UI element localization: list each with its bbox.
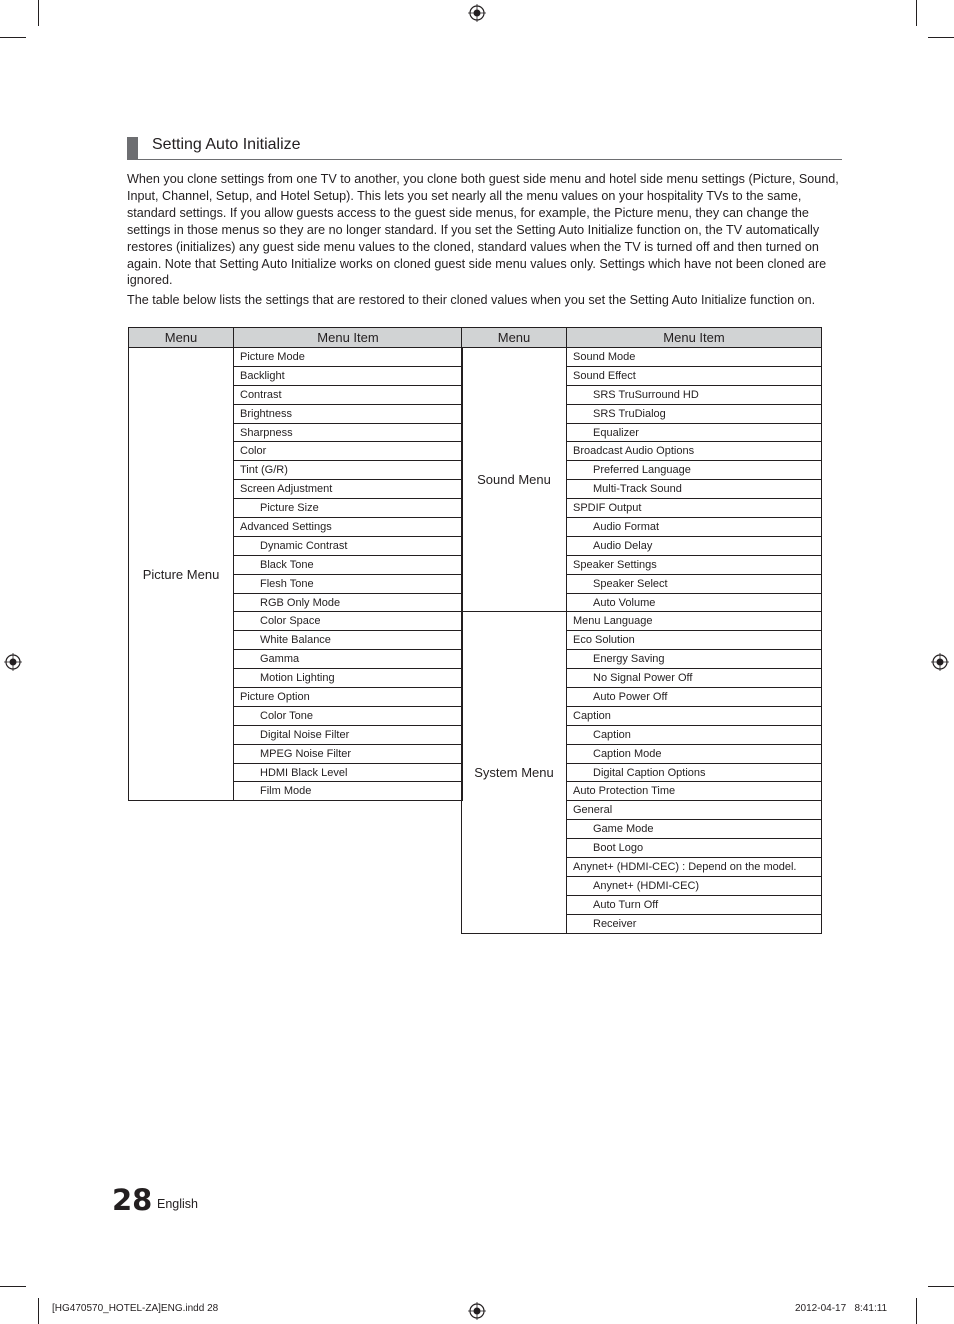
menu-item-cell: Anynet+ (HDMI-CEC) bbox=[567, 876, 822, 895]
menu-item-cell: Sharpness bbox=[234, 423, 463, 442]
crop-mark bbox=[916, 0, 917, 26]
menu-item-cell: Color bbox=[234, 442, 463, 461]
file-slug: [HG470570_HOTEL-ZA]ENG.indd 28 bbox=[52, 1303, 219, 1314]
menu-item-cell: Equalizer bbox=[567, 423, 822, 442]
menu-item-cell: Game Mode bbox=[567, 820, 822, 839]
menu-item-cell: Broadcast Audio Options bbox=[567, 442, 822, 461]
menu-item-cell: Menu Language bbox=[567, 612, 822, 631]
menu-item-cell: Auto Protection Time bbox=[567, 782, 822, 801]
menu-group-label: System Menu bbox=[462, 612, 567, 933]
menu-item-cell: Gamma bbox=[234, 650, 463, 669]
menu-item-cell: Energy Saving bbox=[567, 650, 822, 669]
intro-paragraph: When you clone settings from one TV to another, you clone both guest side menu and hotel side menu settings (Picture, Sound, Input, Channel, Setup, and Hotel Setup). This lets you set nearly all the menu values on your hospitality TVs to the same, standard settings. If you allow guests access to the guest side menus, for example, the Picture menu, they can change the settings in those menus so they are no longer standard. If you set the Setting Auto Initialize function on, the TV automatically restores (initializes) any guest side menu values to the cloned, standard values when the TV is turned off and then turned on again. Note that Setting Auto Initialize works on cloned guest side menu values only. Settings which have not been cloned are ignored. bbox=[127, 172, 839, 288]
menu-group-label: Picture Menu bbox=[129, 348, 234, 801]
column-header-menu: Menu bbox=[462, 328, 567, 348]
menu-item-cell: SRS TruSurround HD bbox=[567, 385, 822, 404]
menu-item-cell: Audio Format bbox=[567, 518, 822, 537]
menu-item-cell: Speaker Select bbox=[567, 574, 822, 593]
column-header-menu-item: Menu Item bbox=[234, 328, 463, 348]
registration-mark-icon bbox=[4, 653, 22, 671]
crop-mark bbox=[0, 37, 26, 38]
menu-item-cell: Film Mode bbox=[234, 782, 463, 801]
table-row bbox=[462, 612, 822, 631]
menu-item-cell: Tint (G/R) bbox=[234, 461, 463, 480]
menu-item-cell: Black Tone bbox=[234, 555, 463, 574]
menu-item-cell: White Balance bbox=[234, 631, 463, 650]
section-divider bbox=[127, 159, 842, 160]
menu-item-cell: Flesh Tone bbox=[234, 574, 463, 593]
menu-item-cell: Speaker Settings bbox=[567, 555, 822, 574]
menu-item-cell: SRS TruDialog bbox=[567, 404, 822, 423]
menu-item-cell: MPEG Noise Filter bbox=[234, 744, 463, 763]
column-header-menu: Menu bbox=[129, 328, 234, 348]
menu-item-cell: Dynamic Contrast bbox=[234, 536, 463, 555]
menu-item-cell: Preferred Language bbox=[567, 461, 822, 480]
menu-item-cell: Auto Volume bbox=[567, 593, 822, 612]
section-title: Setting Auto Initialize bbox=[152, 136, 301, 153]
picture-menu-table bbox=[128, 327, 463, 801]
menu-item-cell: HDMI Black Level bbox=[234, 763, 463, 782]
page-number: 28 bbox=[112, 1183, 153, 1217]
menu-item-cell: Eco Solution bbox=[567, 631, 822, 650]
menu-item-cell: Caption bbox=[567, 725, 822, 744]
menu-item-cell: Receiver bbox=[567, 914, 822, 933]
menu-item-cell: Sound Effect bbox=[567, 366, 822, 385]
table-row bbox=[462, 348, 822, 367]
menu-item-cell: Digital Noise Filter bbox=[234, 725, 463, 744]
menu-item-cell: Multi-Track Sound bbox=[567, 480, 822, 499]
crop-mark bbox=[928, 1286, 954, 1287]
registration-mark-icon bbox=[468, 4, 486, 22]
menu-item-cell: RGB Only Mode bbox=[234, 593, 463, 612]
section-marker bbox=[127, 137, 138, 160]
menu-item-cell: Anynet+ (HDMI-CEC) : Depend on the model. bbox=[567, 858, 822, 877]
crop-mark bbox=[38, 1298, 39, 1324]
menu-item-cell: Digital Caption Options bbox=[567, 763, 822, 782]
menu-item-cell: Brightness bbox=[234, 404, 463, 423]
sound-system-menu-table bbox=[461, 327, 822, 934]
menu-item-cell: Motion Lighting bbox=[234, 669, 463, 688]
crop-mark bbox=[916, 1298, 917, 1324]
menu-item-cell: Auto Power Off bbox=[567, 688, 822, 707]
crop-mark bbox=[928, 37, 954, 38]
page-language: English bbox=[157, 1197, 198, 1211]
menu-item-cell: Caption Mode bbox=[567, 744, 822, 763]
menu-item-cell: Contrast bbox=[234, 385, 463, 404]
menu-item-cell: Color Space bbox=[234, 612, 463, 631]
menu-item-cell: Picture Mode bbox=[234, 348, 463, 367]
menu-item-cell: Picture Size bbox=[234, 499, 463, 518]
menu-item-cell: Auto Turn Off bbox=[567, 895, 822, 914]
table-row bbox=[129, 348, 463, 367]
registration-mark-icon bbox=[931, 653, 949, 671]
menu-item-cell: Picture Option bbox=[234, 688, 463, 707]
menu-item-cell: Sound Mode bbox=[567, 348, 822, 367]
date-slug: 2012-04-17 8:41:11 bbox=[795, 1303, 888, 1314]
menu-group-label: Sound Menu bbox=[462, 348, 567, 612]
column-header-menu-item: Menu Item bbox=[567, 328, 822, 348]
menu-item-cell: Caption bbox=[567, 706, 822, 725]
menu-item-cell: Audio Delay bbox=[567, 536, 822, 555]
menu-item-cell: Backlight bbox=[234, 366, 463, 385]
menu-item-cell: Screen Adjustment bbox=[234, 480, 463, 499]
menu-item-cell: Color Tone bbox=[234, 706, 463, 725]
menu-item-cell: No Signal Power Off bbox=[567, 669, 822, 688]
menu-item-cell: Boot Logo bbox=[567, 839, 822, 858]
menu-item-cell: SPDIF Output bbox=[567, 499, 822, 518]
registration-mark-icon bbox=[468, 1302, 486, 1320]
crop-mark bbox=[38, 0, 39, 26]
menu-item-cell: General bbox=[567, 801, 822, 820]
menu-item-cell: Advanced Settings bbox=[234, 518, 463, 537]
crop-mark bbox=[0, 1286, 26, 1287]
table-intro-paragraph: The table below lists the settings that are restored to their cloned values when you set the Setting Auto Initialize function on. bbox=[127, 293, 816, 307]
